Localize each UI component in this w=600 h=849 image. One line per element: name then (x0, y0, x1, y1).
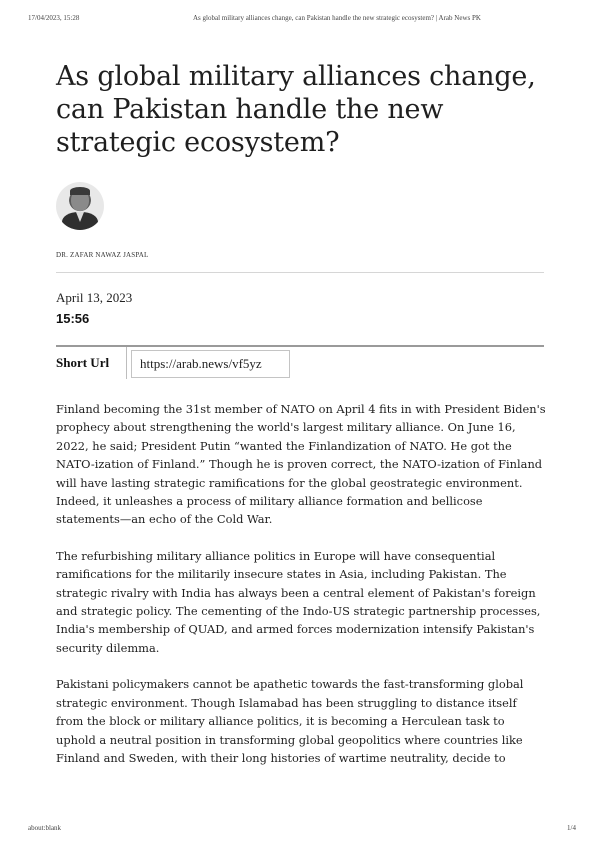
article-headline: As global military alliances change, can Pakistan handle the new strategic ecosystem? (56, 61, 536, 158)
print-timestamp: 17/04/2023, 15:28 (28, 14, 80, 22)
article-paragraph: Pakistani policymakers cannot be apathetic towards the fast-transforming global strategic environment. Though Islamabad has been struggling to distance itself from the block or military alliance politics, it is becoming a Herculean task to uphold a neutral position in transforming global geopolitics where countries like Finland and Sweden, with their long histories of wartime neutrality, decide to (56, 677, 524, 765)
article-body (56, 400, 546, 785)
publish-date: April 13, 2023 (56, 290, 133, 305)
publish-time: 15:56 (56, 311, 90, 326)
article-paragraph: The refurbishing military alliance politics in Europe will have consequential ramifications for the militarily insecure states in Asia, including Pakistan. The strategic rivalry with India has always been a central element of Pakistan's foreign and strategic policy. The cementing of the Indo-US strategic partnership processes, India's membership of QUAD, and armed forces modernization intensify Pakistan's security dilemma. (56, 548, 541, 655)
author-avatar[interactable] (56, 182, 104, 230)
short-url-label: Short Url (56, 355, 110, 370)
short-url-field[interactable]: https://arab.news/vf5yz (131, 350, 290, 378)
short-url-divider (56, 345, 544, 347)
print-url: about:blank (28, 824, 62, 832)
article-paragraph: Finland becoming the 31st member of NATO on April 4 fits in with President Biden's prophecy about strengthening the world's largest military alliance. On June 16, 2022, he said; President Putin “wanted the Finlandization of NATO. He got the NATO-ization of Finland.” Though he is proven correct, the NATO-ization of Finland will have lasting strategic ramifications for the global geostrategic environment. Indeed, it unleashes a process of military alliance formation and bellicose statements—an echo of the Cold War. (56, 402, 546, 527)
print-header (28, 14, 576, 26)
print-page-number: 1/4 (567, 824, 576, 832)
avatar-hair-shape (70, 187, 90, 195)
byline-divider (56, 272, 544, 273)
print-page-title: As global military alliances change, can Pakistan handle the new strategic ecosystem? | Arab News PK (193, 14, 481, 22)
print-footer (28, 824, 576, 836)
author-byline[interactable]: DR. ZAFAR NAWAZ JASPAL (56, 251, 149, 259)
short-url-separator (126, 347, 127, 379)
